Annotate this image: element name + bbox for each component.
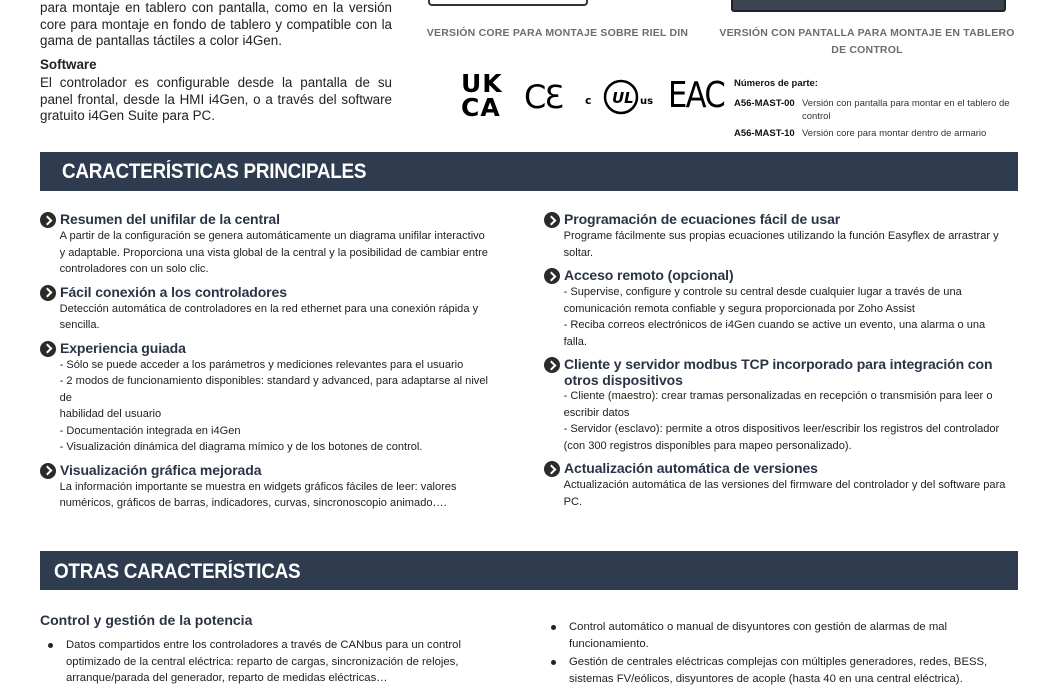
feature-line: - Reciba correos electrónicos de i4Gen cuando se active un evento, una alarma o una falla.	[563, 319, 986, 348]
feature-line: - Cliente (maestro): crear tramas personalizadas en recepción o transmisión para leer o	[563, 390, 993, 402]
ce-logo: CƐ	[524, 78, 562, 116]
chevron-right-icon	[40, 341, 56, 357]
feature-description	[40, 357, 491, 456]
feature-title: Visualización gráfica mejorada	[60, 461, 262, 478]
part-code: A56-MAST-10	[734, 128, 795, 139]
intro-text	[40, 0, 392, 125]
feature-description	[544, 228, 1010, 261]
part-numbers	[734, 77, 1024, 144]
svg-text:us: us	[640, 96, 654, 107]
other-features-left-list	[40, 637, 518, 689]
feature-title: Experiencia guiada	[60, 339, 186, 356]
feature-line: - 2 modos de funcionamiento disponibles: standard y advanced, para adaptarse al nivel de	[59, 375, 488, 404]
feature-line: PC.	[563, 495, 583, 508]
feature-title: Cliente y servidor modbus TCP incorporado para integración con otros dispositivos	[564, 356, 993, 388]
feature-item	[544, 356, 1019, 454]
software-paragraph: El controlador es configurable desde la pantalla de su panel frontal, desde la HMI i4Gen, o a través del software gratuito i4Gen Suite para PC.	[40, 75, 392, 123]
feature-description	[544, 284, 1010, 350]
part-number-row	[734, 127, 1024, 140]
chevron-right-icon	[544, 212, 560, 228]
feature-description	[40, 228, 491, 278]
svg-text:UL: UL	[612, 89, 634, 107]
feature-line: Actualización automática de las versiones del firmware del controlador y del software para	[563, 479, 1006, 491]
part-number-row	[734, 97, 1024, 123]
eac-logo: EAC	[668, 75, 725, 116]
list-item: Datos compartidos entre los controladores a través de CANbus para un control optimizado de la central eléctrica: reparto de cargas, sincronización de relojes, arranque/parada del generador, reparto de medidas eléctricas…	[40, 637, 518, 687]
feature-title: Acceso remoto (opcional)	[564, 267, 734, 283]
power-control-subtitle: Control y gestión de la potencia	[40, 612, 253, 628]
list-item: Control automático o manual de disyuntores con gestión de alarmas de mal funcionamiento.	[543, 619, 1013, 652]
part-numbers-title: Números de parte:	[734, 78, 818, 89]
main-features-title: CARACTERÍSTICAS PRINCIPALES	[62, 160, 367, 183]
other-features-right-list	[543, 619, 1013, 689]
feature-line: escribir datos	[563, 406, 630, 419]
feature-description	[40, 479, 491, 512]
chevron-right-icon	[40, 285, 56, 301]
feature-title: Resumen del unifilar de la central	[60, 211, 280, 227]
feature-item	[40, 284, 500, 334]
ukca-logo: UK CA	[461, 69, 503, 122]
panel-version-image	[731, 0, 1006, 12]
feature-description	[544, 477, 1010, 510]
feature-line: comunicación remota confiable y segura proporcionada por Zoho Assist	[563, 302, 915, 315]
feature-item	[40, 211, 500, 278]
feature-line: A partir de la configuración se genera automáticamente un diagrama unifilar interactivo	[59, 230, 485, 242]
other-features-title: OTRAS CARACTERÍSTICAS	[54, 560, 301, 583]
chevron-right-icon	[544, 357, 560, 373]
feature-title: Actualización automática de versiones	[564, 460, 818, 476]
feature-item	[544, 267, 1019, 350]
feature-line: La información importante se muestra en widgets gráficos fáciles de leer: valores	[59, 480, 457, 493]
chevron-right-icon	[544, 268, 560, 284]
software-heading: Software	[40, 56, 97, 72]
part-description: Versión core para montar dentro de armario	[802, 128, 987, 139]
feature-line: numéricos, gráficos de barras, indicadores, curvas, sincronoscopio animado….	[59, 497, 447, 509]
feature-item	[544, 460, 1019, 510]
feature-line: y adaptable. Proporciona una vista global de la central y la posibilidad de cambiar entre	[59, 246, 488, 259]
part-code: A56-MAST-00	[734, 98, 795, 109]
feature-title: Fácil conexión a los controladores	[60, 283, 287, 300]
feature-line: - Documentación integrada en i4Gen	[59, 424, 241, 437]
feature-line: - Supervise, configure y controle su central desde cualquier lugar a través de una	[563, 286, 962, 298]
feature-line: Detección automática de controladores en la red ethernet para una conexión rápida y	[59, 302, 479, 315]
core-version-caption: VERSIÓN CORE PARA MONTAJE SOBRE RIEL DIN	[426, 27, 689, 39]
feature-item	[40, 462, 500, 512]
chevron-right-icon	[40, 212, 56, 228]
feature-line: controladores con un solo clic.	[59, 263, 209, 275]
feature-line: soltar.	[563, 246, 594, 259]
feature-line: - Visualización dinámica del diagrama mímico y de los botones de control.	[59, 441, 423, 453]
panel-version-caption: VERSIÓN CON PANTALLA PARA MONTAJE EN TABLERO DE CONTROL	[719, 27, 1015, 56]
main-features-header	[40, 152, 1018, 191]
certification-logos	[458, 69, 725, 124]
list-item: Gestión de centrales eléctricas complejas con múltiples generadores, redes, BESS, sistemas FV/eólicos, disyuntores de acople (hasta 40 en una central eléctrica).	[543, 654, 1013, 687]
svg-text:c: c	[585, 94, 592, 107]
feature-item	[40, 340, 500, 456]
feature-title: Programación de ecuaciones fácil de usar	[564, 211, 841, 227]
part-description: Versión con pantalla para montar en el tablero de control	[802, 98, 1010, 122]
feature-line: sencilla.	[59, 319, 100, 331]
feature-line: habilidad del usuario	[59, 408, 162, 420]
feature-line: (con 300 registros disponibles para mapeo personalizado).	[563, 439, 852, 452]
features-right-column	[544, 211, 1019, 516]
feature-description	[40, 301, 491, 334]
feature-line: Programe fácilmente sus propias ecuaciones utilizando la función Easyflex de arrastrar y	[563, 230, 999, 242]
chevron-right-icon	[40, 463, 56, 479]
feature-line: - Sólo se puede acceder a los parámetros y mediciones relevantes para el usuario	[59, 358, 464, 371]
core-version-image	[428, 0, 588, 6]
ul-logo	[585, 77, 657, 117]
chevron-right-icon	[544, 461, 560, 477]
feature-item	[544, 211, 1019, 261]
other-features-header	[40, 551, 1018, 590]
feature-line: - Servidor (esclavo): permite a otros dispositivos leer/escribir los registros del controlador	[563, 423, 1000, 435]
feature-description	[544, 388, 1010, 454]
features-left-column	[40, 211, 500, 518]
intro-paragraph: para montaje en tablero con pantalla, como en la versión core para montaje en fondo de tablero y compatible con la gama de pantallas táctiles a color i4Gen.	[40, 0, 392, 48]
